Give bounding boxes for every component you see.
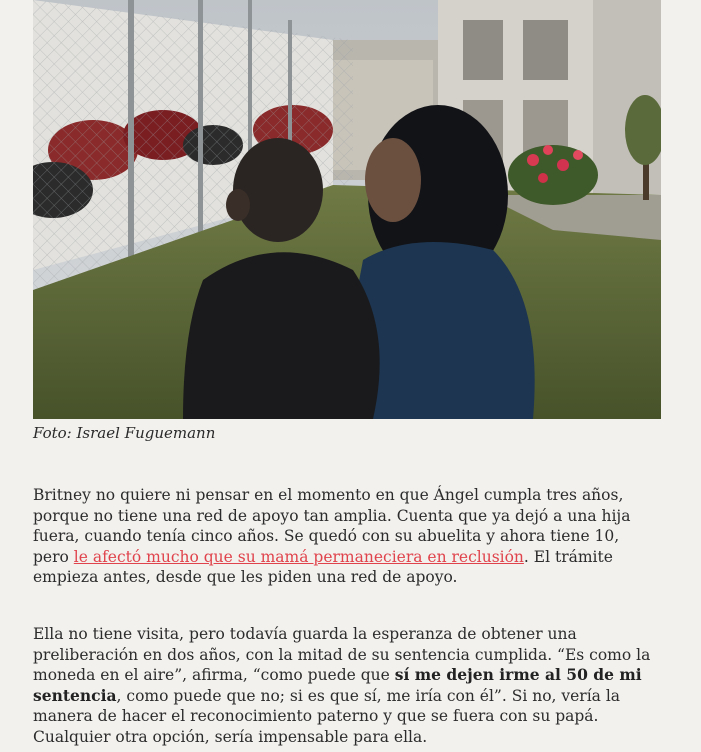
article-photo: [33, 0, 661, 419]
paragraph-text: Britney no quiere ni pensar en el momento en que Ángel cumpla tres años, porque no tiene una red de apoyo tan amplia. Cuenta que ya dejó a una hija fuera, cuando tenía cinco años. Se quedó con su abuelita y ahora tiene 10, pero: [33, 486, 631, 566]
article-paragraph: [33, 485, 653, 588]
photo-caption: Foto: Israel Fuguemann: [33, 424, 216, 442]
paragraph-text: , como puede que no; si es que sí, me iría con él”. Si no, vería la manera de hacer el reconocimiento paterno y que se fuera con su papá. Cualquier otra opción, sería impensable para ella.: [33, 686, 621, 746]
article-paragraph: [33, 624, 653, 747]
inline-article-link[interactable]: le afectó mucho que su mamá permaneciera en reclusión: [73, 547, 524, 566]
bold-quote: sí me dejen irme al 50 de mi sentencia: [33, 665, 642, 705]
paragraph-text: . El trámite empieza antes, desde que les piden una red de apoyo.: [33, 547, 613, 586]
paragraph-text: Ella no tiene visita, pero todavía guarda la esperanza de obtener una preliberación en dos años, con la mitad de su sentencia cumplida. “Es como la moneda en el aire”, afirma, “como puede que: [33, 625, 651, 684]
